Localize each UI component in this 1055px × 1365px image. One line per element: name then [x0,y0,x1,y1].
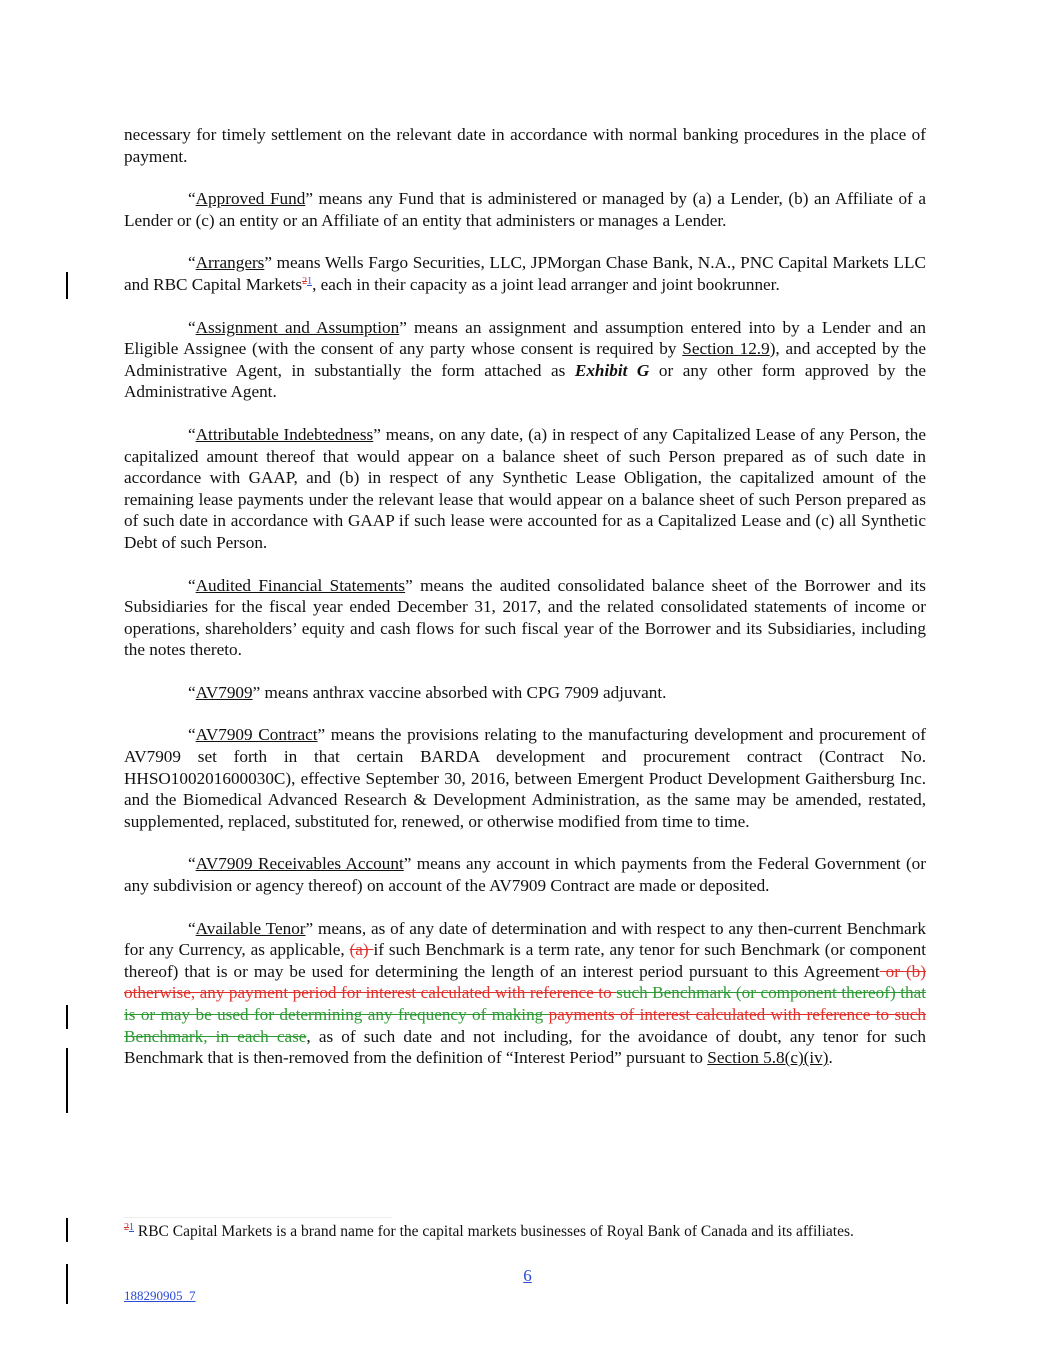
document-id[interactable]: 188290905_7 [124,1288,196,1303]
definition-text-end: . [828,1048,833,1068]
deleted-text-red-2: payments of interest calculated with reference to such [548,1005,926,1024]
defined-term: Arrangers [195,253,265,273]
exhibit-reference: Exhibit G [574,360,650,380]
quote-open: “ [188,725,196,745]
footnote-separator [124,1217,392,1218]
quote-open: “ [188,424,196,444]
change-bar [66,1005,68,1029]
definition-av7909-receivables-account [124,853,926,896]
definition-text-continued: ), and accepted by the Administrative Agent, in substantially the form attached as [124,339,926,380]
deleted-text-red: or (b) otherwise, any payment period for interest calculated with reference to [124,961,926,1003]
intro-paragraph: necessary for timely settlement on the relevant date in accordance with normal banking procedures in the place of payment. [124,125,926,166]
quote-open: “ [188,682,196,702]
footnote-mark-inserted: 1 [129,1222,134,1233]
defined-term: Approved Fund [195,189,306,209]
footnote-marker [124,1222,134,1233]
page-number[interactable]: 6 [523,1266,532,1285]
definition-text-after-deletion: , as of such date and not including, for the avoidance of doubt, any tenor for such Benchmark that is then-removed from the definition of “Interest Period” pursuant to [124,1026,926,1068]
document-body [124,124,926,1069]
quote-open: “ [188,575,196,595]
definition-text: ” means anthrax vaccine absorbed with CPG 7909 adjuvant. [252,682,667,702]
definition-text: ” means, on any date, (a) in respect of any Capitalized Lease of any Person, the capitalized amount thereof that would appear on a balance sheet of such Person prepared as of such date in accordance with GAAP, and (b) in respect of any Synthetic Lease Obligation, the capitalized amount of the remaining lease payments under the relevant lease that would appear on a balance sheet of such Person prepared as of such date in accordance with GAAP if such lease were accounted for as a Capitalized Lease and (c) all Synthetic Debt of such Person. [124,424,926,552]
definition-av7909-contract [124,724,926,832]
definition-available-tenor [124,918,926,1069]
definition-text: ” means, as of any date of determination and with respect to any then-current Benchmark for any Currency, as applicable, [124,918,926,960]
footnote-text: RBC Capital Markets is a brand name for the capital markets businesses of Royal Bank of Canada and its affiliates. [134,1223,854,1240]
footnote [124,1222,1004,1242]
defined-term: Assignment and Assumption [195,317,400,337]
change-bar [66,1048,68,1113]
definition-text-continued: if such Benchmark is a term rate, any tenor for such Benchmark (or component thereof) that is or may be used for determining the length of an interest period pursuant to this Agreement [124,940,927,981]
defined-term: AV7909 [195,682,253,702]
definition-attributable-indebtedness [124,424,926,554]
definition-av7909 [124,682,926,704]
defined-term: Attributable Indebtedness [195,424,374,444]
definition-text: ” means any account in which payments from the Federal Government (or any subdivision or agency thereof) on account of the AV7909 Contract are made or deposited. [124,854,926,896]
definition-arrangers [124,252,926,295]
deleted-text: (a) [349,940,374,960]
quote-open: “ [188,854,196,874]
deleted-text-green-2: Benchmark, in each case [124,1026,307,1046]
definition-approved-fund [124,188,926,231]
defined-term: AV7909 Receivables Account [195,854,404,874]
deleted-text-green: such Benchmark (or component thereof) that is or may be used for determining any frequency of making [124,983,926,1024]
defined-term: AV7909 Contract [195,725,318,745]
quote-open: “ [188,253,196,273]
definition-text-continued: , each in their capacity as a joint lead arranger and joint bookrunner. [312,274,780,294]
definition-audited-financial-statements [124,575,926,661]
definition-text: ” means the audited consolidated balance sheet of the Borrower and its Subsidiaries for the fiscal year ended December 31, 2017, and the related consolidated statements of income or operations, shareholders’ equity and cash flows for such fiscal year of the Borrower and its Subsidiaries, including the notes thereto. [124,575,926,660]
footnote-mark-inserted: 1 [307,275,313,287]
footnote-mark-deleted: 2 [302,275,308,287]
definition-assignment-and-assumption [124,317,926,403]
defined-term: Audited Financial Statements [195,575,406,595]
definition-text: ” means the provisions relating to the manufacturing development and procurement of AV7909 set forth in that certain BARDA development and procurement contract (Contract No. HHSO100201600030C), effective September 30, 2016, between Emergent Product Development Gaithersburg Inc. and the Biomedical Advanced Research & Development Administration, as the same may be amended, restated, supplemented, replaced, substituted for, renewed, or otherwise modified from time to time. [124,725,927,831]
quote-open: “ [188,918,196,938]
definition-text-end: or any other form approved by the Administrative Agent. [124,360,927,402]
quote-open: “ [188,189,196,209]
defined-term: Available Tenor [195,918,306,938]
change-bar [66,1218,68,1242]
definition-text: ” means any Fund that is administered or managed by (a) a Lender, (b) an Affiliate of a Lender or (c) an entity or an Affiliate of an entity that administers or manages a Lender. [124,189,926,230]
change-bar [66,272,68,299]
footnote-reference[interactable] [302,276,312,287]
definition-text: ” means an assignment and assumption entered into by a Lender and an Eligible Assignee (with the consent of any party whose consent is required by [124,317,927,359]
section-reference: Section 12.9 [682,339,770,359]
section-reference: Section 5.8(c)(iv) [707,1048,829,1068]
footnote-mark-deleted: 2 [124,1222,129,1233]
definition-text: ” means Wells Fargo Securities, LLC, JPMorgan Chase Bank, N.A., PNC Capital Markets LLC and RBC Capital Markets [124,253,926,294]
quote-open: “ [188,317,196,337]
